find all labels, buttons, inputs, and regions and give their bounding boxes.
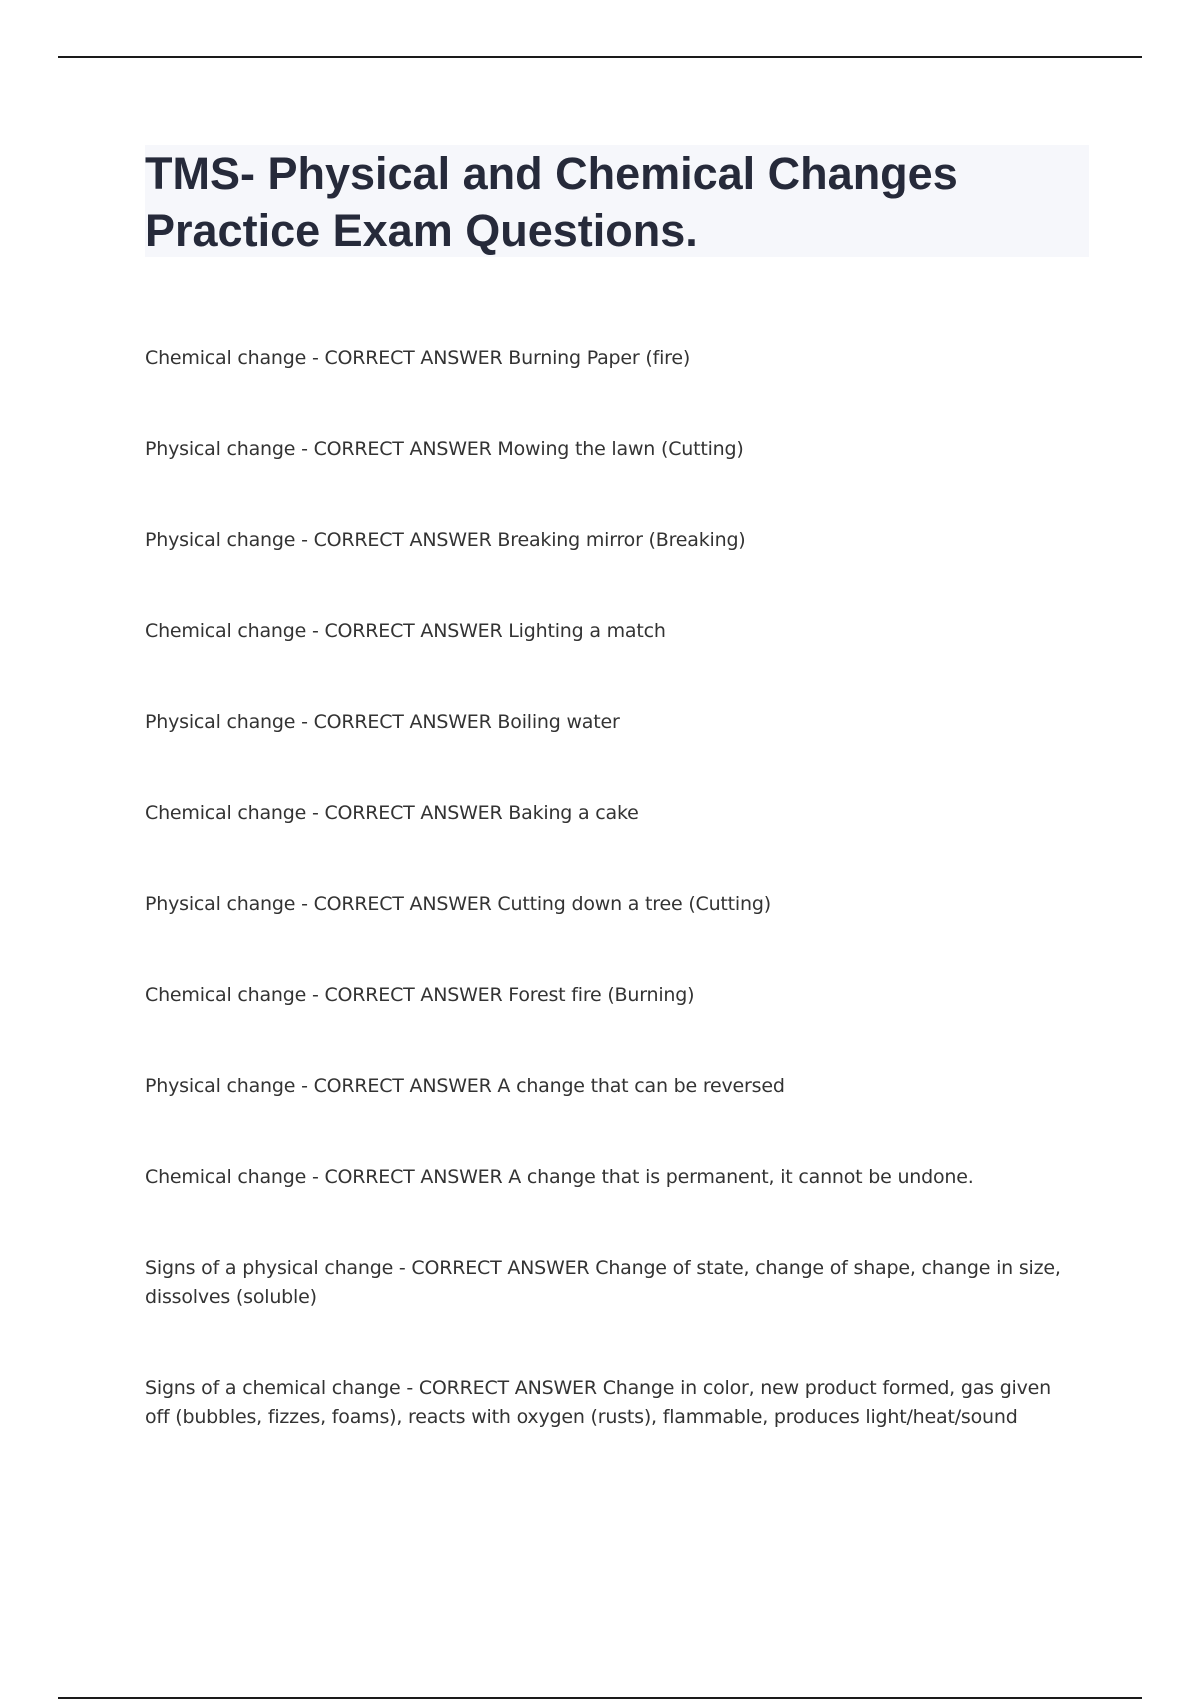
qa-item: Chemical change - CORRECT ANSWER Baking a cake [145, 802, 639, 824]
question-answer-list [145, 344, 1065, 1494]
qa-item: Chemical change - CORRECT ANSWER A change that is permanent, it cannot be undone. [145, 1166, 974, 1188]
qa-item: Chemical change - CORRECT ANSWER Burning Paper (fire) [145, 347, 691, 369]
qa-item: Signs of a chemical change - CORRECT ANSWER Change in color, new product formed, gas given off (bubbles, fizzes, foams), reacts with oxygen (rusts), flammable, produces light/heat/sound [145, 1377, 1052, 1428]
qa-item: Signs of a physical change - CORRECT ANSWER Change of state, change of shape, change in size, dissolves (soluble) [145, 1257, 1061, 1308]
qa-item: Physical change - CORRECT ANSWER Breaking mirror (Breaking) [145, 529, 746, 551]
qa-item: Physical change - CORRECT ANSWER Cutting down a tree (Cutting) [145, 893, 771, 915]
title-block [145, 145, 1089, 257]
page-title: TMS- Physical and Chemical Changes Practice Exam Questions. [145, 148, 958, 256]
bottom-divider [58, 1697, 1142, 1699]
top-divider [58, 56, 1142, 58]
qa-item: Chemical change - CORRECT ANSWER Forest fire (Burning) [145, 984, 695, 1006]
qa-item: Physical change - CORRECT ANSWER A change that can be reversed [145, 1075, 785, 1097]
qa-item: Physical change - CORRECT ANSWER Boiling water [145, 711, 620, 733]
qa-item: Physical change - CORRECT ANSWER Mowing the lawn (Cutting) [145, 438, 744, 460]
qa-item: Chemical change - CORRECT ANSWER Lighting a match [145, 620, 666, 642]
